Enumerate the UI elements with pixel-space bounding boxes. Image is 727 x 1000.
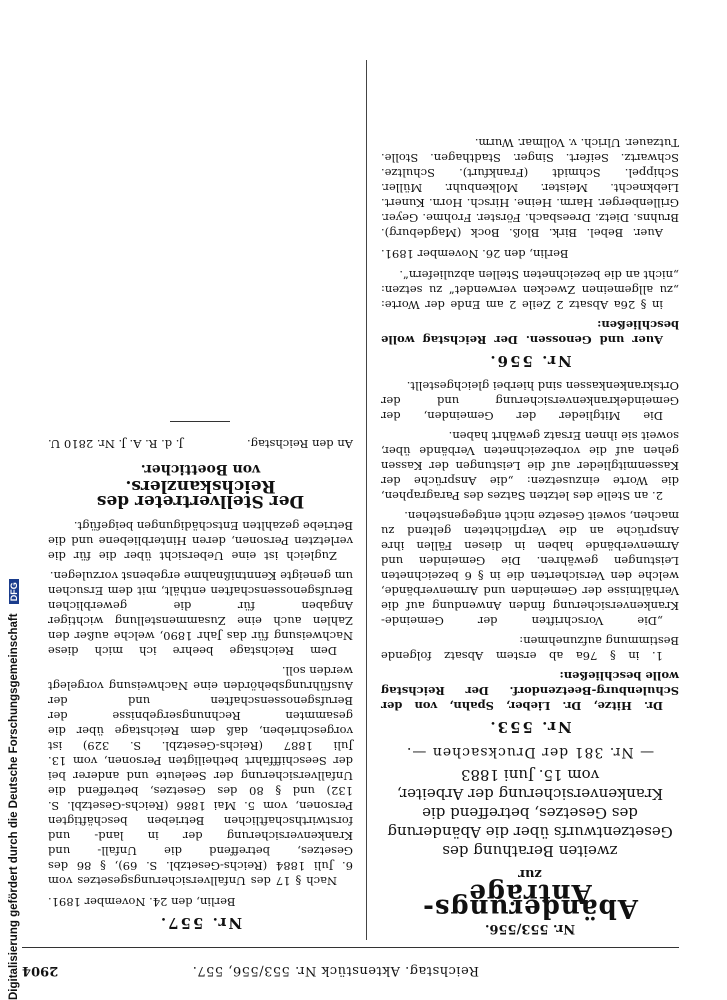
nr-556: Nr. 556.	[488, 352, 572, 370]
zur-label: zur	[518, 866, 542, 881]
paragraph-557-1: Nach § 17 des Unfallversicherungsgesetzes vom 6. Juli 1884 (Reichs-Gesetzbl. S. 69), § 86 des Gesetzes, betreffend die Unfall- und Krankenversicherung der in land- und forstwirthschaftlichen Betrieben beschäftigten Personen, vom 5. Mai 1886 (Reichs-Gesetzbl. S. 132) und § 80 des Gesetzes, betreffend die Unfallversicherung der Seeleute und anderer bei der Seeschifffahrt betheiligten Personen, vom 13. Juli 1887 (Reichs-Gesetzbl. S. 329) ist vorgeschrieben, daß dem Reichstage über die gesammten Rechnungsergebnisse der Berufsgenossenschaften und der Ausführungsbehörden eine Nachweisung vorgelegt werden soll.	[48, 664, 353, 888]
paragraph-553-1: 1. in § 76a ab erstem Absatz folgende Bestimmung aufzunehmen:	[381, 634, 679, 663]
paragraph-556-1: in § 26a Absatz 2 Zeile 2 am Ende der Worte: „zu allgemeinen Zwecken verwendet“ zu setzen: „nicht an die bezeichneten Stellen abzuliefern“.	[381, 268, 679, 312]
section-title: Abänderungs-Anträge	[422, 878, 638, 923]
authors-553: Dr. Hitze, Dr. Lieber, Spahn, von der Schulenburg-Beetzendorf. Der Reichstag wolle beschließen:	[381, 669, 679, 713]
dfg-logo: DFG	[9, 579, 19, 604]
authors-556: Auer und Genossen. Der Reichstag wolle beschließen:	[381, 318, 679, 347]
date-557: Berlin, den 24. November 1891.	[48, 895, 236, 909]
running-title: Reichstag. Aktenstück Nr. 553/556, 557.	[192, 963, 479, 978]
signature-title: Der Stellvertreter des Reichskanzlers.	[96, 476, 305, 511]
header-rule	[22, 947, 679, 948]
heading-reference: — Nr. 381 der Drucksachen —.	[405, 744, 655, 760]
page-header	[22, 954, 679, 978]
page-number: 2904	[22, 963, 59, 978]
dfg-credit-text: Digitalisierung gefördert durch die Deutsche Forschungsgemeinschaft	[8, 613, 20, 1000]
addressee: An den Reichstag.	[247, 437, 353, 451]
column-divider	[366, 60, 367, 940]
paragraph-557-2: Dem Reichstage beehre ich mich diese Nachweisung für das Jahr 1890, welche außer den Zahlen auch eine Zusammenstellung wichtiger Angaben für die gewerblichen Berufsgenossenschaften enthält, mit dem Ersuchen um geneigte Kenntnißnahme ergebenst vorzulegen.	[48, 569, 353, 658]
nr-557: Nr. 557.	[158, 914, 243, 932]
right-column	[48, 407, 353, 940]
left-column	[381, 130, 679, 940]
dfg-credit-sidebar	[8, 200, 22, 1000]
date-556: Berlin, den 26. November 1891.	[381, 247, 569, 261]
paragraph-557-3: Zugleich ist eine Uebersicht über die für die verletzten Personen, deren Hinterbliebene und die Betriebe gezahlten Entschädigungen beigefügt.	[48, 519, 353, 563]
paragraph-553-3: 2. an Stelle des letzten Satzes des Paragraphen, die Worte einzusetzen: „die Ansprüche der Kassenmitglieder auf die Leistungen der Kassen gehen auf die vorbezeichneten Verbände über, soweit sie ihnen Ersatz gewährt haben.	[381, 429, 679, 503]
file-reference: J. d. R. A. J. Nr. 2810 U.	[48, 437, 184, 451]
paragraph-553-2: „Die Vorschriften der Gemeinde-Krankenversicherung finden Anwendung auf die Verhältnisse der Gemeinden und Armenverbände, welche den Versicherten die in § 6 bezeichneten Leistungen gewähren. Die Gemeinden und Armenverbände haben in diesen Fällen ihre Ansprüche an die Verpflichteten geltend zu machen, soweit Gesetze nicht entgegenstehen.	[381, 509, 679, 628]
end-rule	[171, 421, 231, 422]
nr-553: Nr. 553.	[488, 718, 572, 736]
paragraph-553-4: Die Mitglieder der Gemeinden, der Gemeindekrankenversicherung und der Ortskrankenkassen sind hierbei gleichgestellt.	[381, 379, 679, 423]
address-line	[48, 436, 353, 451]
nr-range: Nr. 553/556.	[484, 921, 576, 936]
signers-556: Auer. Bebel. Birk. Bloß. Bock (Magdeburg). Bruhns. Dietz. Dreesbach. Förster. Frohme. Geyer. Grillenberger. Harm. Heine. Hirsch. Horn. Kunert. Liebknecht. Meister. Molkenbuhr. Müller. Schippel. Schmidt (Frankfurt). Schultze. Schwartz. Seifert. Singer. Stadthagen. Stolle. Tutzauer. Ulrich. v. Vollmar. Wurm.	[381, 136, 679, 240]
section-heading: zweiten Berathung des Gesetzentwurfs über die Abänderung des Gesetzes, betreffend die Krankenversicherung der Arbeiter, vom 15. Juni 1883	[387, 766, 673, 860]
signature-name: von Boetticher.	[140, 461, 261, 477]
